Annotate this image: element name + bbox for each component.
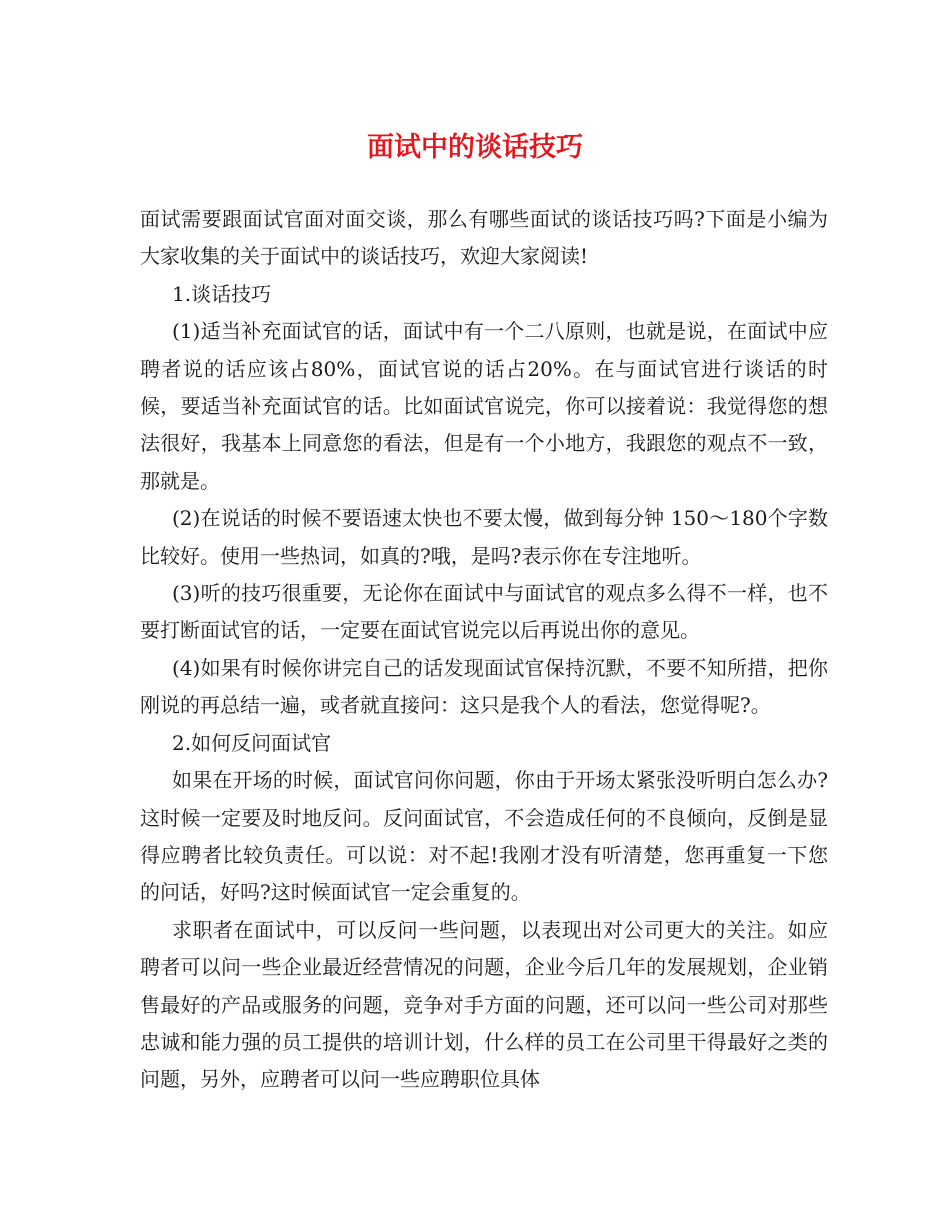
paragraph-tip-4: (4)如果有时候你讲完自己的话发现面试官保持沉默，不要不知所措，把你刚说的再总结一遍，或者就直接问：这只是我个人的看法，您觉得呢?。 [140,655,828,718]
paragraph-tip-3: (3)听的技巧很重要，无论你在面试中与面试官的观点多么得不一样，也不要打断面试官的话，一定要在面试官说完以后再说出你的意见。 [140,581,828,643]
section-heading-talking-skills: 1.谈话技巧 [172,281,272,306]
page-title: 面试中的谈话技巧 [367,132,583,163]
article-body [140,201,828,1099]
paragraph-ask-back-2: 求职者在面试中，可以反问一些问题，以表现出对公司更大的关注。如应聘者可以问一些企业最近经营情况的问题，企业今后几年的发展规划，企业销售最好的产品或服务的问题，竞争对手方面的问题，还可以问一些公司对那些忠诚和能力强的员工提供的培训计划，什么样的员工在公司里干得最好之类的问题，另外，应聘者可以问一些应聘职位具体 [140,917,828,1092]
paragraph-tip-2: (2)在说话的时候不要语速太快也不要太慢，做到每分钟 150～180个字数比较好。使用一些热词，如真的?哦，是吗?表示你在专注地听。 [140,506,828,568]
section-heading-ask-back: 2.如何反问面试官 [172,730,332,755]
paragraph-ask-back-1: 如果在开场的时候，面试官问你问题，你由于开场太紧张没听明白怎么办?这时候一定要及时地反问。反问面试官，不会造成任何的不良倾向，反倒是显得应聘者比较负责任。可以说：对不起!我刚才没有听清楚，您再重复一下您的问话，好吗?这时候面试官一定会重复的。 [140,768,828,905]
paragraph-intro: 面试需要跟面试官面对面交谈，那么有哪些面试的谈话技巧吗?下面是小编为大家收集的关于面试中的谈话技巧，欢迎大家阅读! [140,207,828,269]
paragraph-tip-1: (1)适当补充面试官的话，面试中有一个二八原则，也就是说，在面试中应聘者说的话应该占80%，面试官说的话占20%。在与面试官进行谈话的时候，要适当补充面试官的话。比如面试官说完，你可以接着说：我觉得您的想法很好，我基本上同意您的看法，但是有一个小地方，我跟您的观点不一致，那就是。 [140,319,828,493]
